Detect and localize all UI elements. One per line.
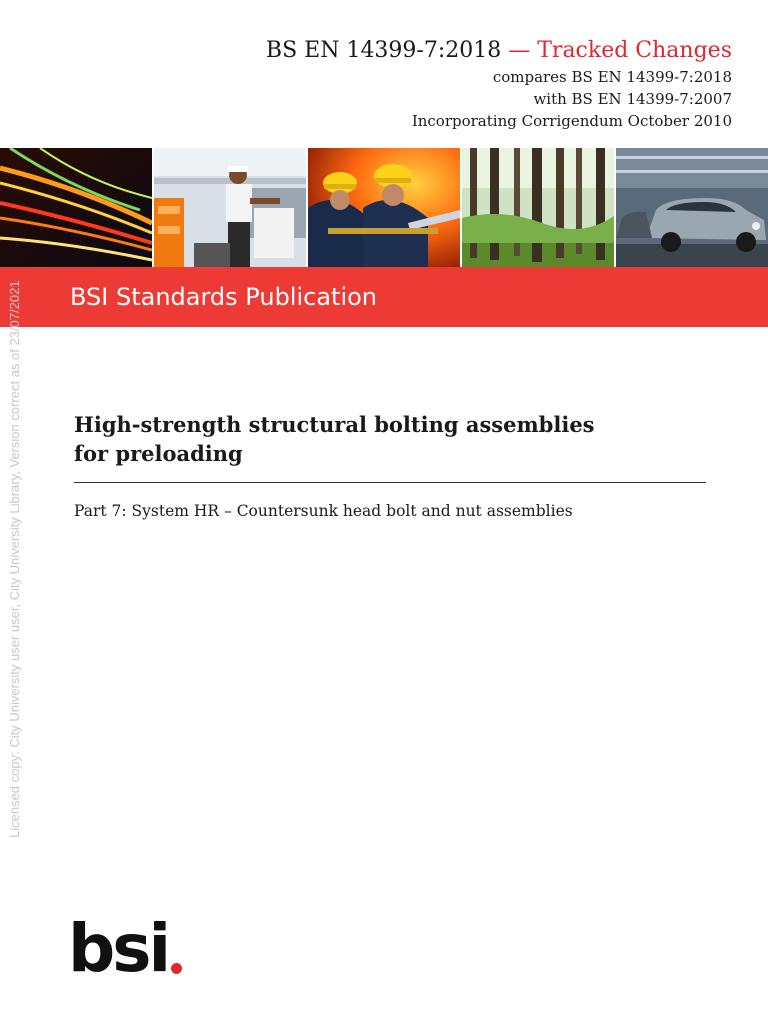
standard-number: BS EN 14399-7:2018 [265,38,502,63]
warehouse-worker-photo [154,148,306,267]
publication-banner [0,267,768,327]
firefighters-photo [308,148,460,267]
tracked-changes-label: — Tracked Changes [501,38,732,63]
banner-title: BSI Standards Publication [70,283,378,311]
part-subtitle: Part 7: System HR – Countersunk head bolt and nut assemblies [74,502,573,520]
car-factory-photo [616,148,768,267]
bsi-logo-dot [171,963,182,974]
title-divider [74,482,706,483]
standard-title [266,36,732,66]
cover-header [266,36,732,132]
photo-strip [0,148,768,267]
forest-photo [462,148,614,267]
license-watermark: Licensed copy: City University user user, City University Library, Version correct as of 23/07/2021 [7,280,22,838]
bsi-logo-text: bsi [68,910,169,987]
corrigendum-line: Incorporating Corrigendum October 2010 [411,112,732,130]
bsi-logo [68,910,182,987]
document-title-line-2: for preloading [74,441,243,466]
document-title [74,410,714,468]
with-line: with BS EN 14399-7:2007 [533,90,732,108]
document-title-line-1: High-strength structural bolting assemblies [74,412,595,437]
compares-line: compares BS EN 14399-7:2018 [492,68,732,86]
